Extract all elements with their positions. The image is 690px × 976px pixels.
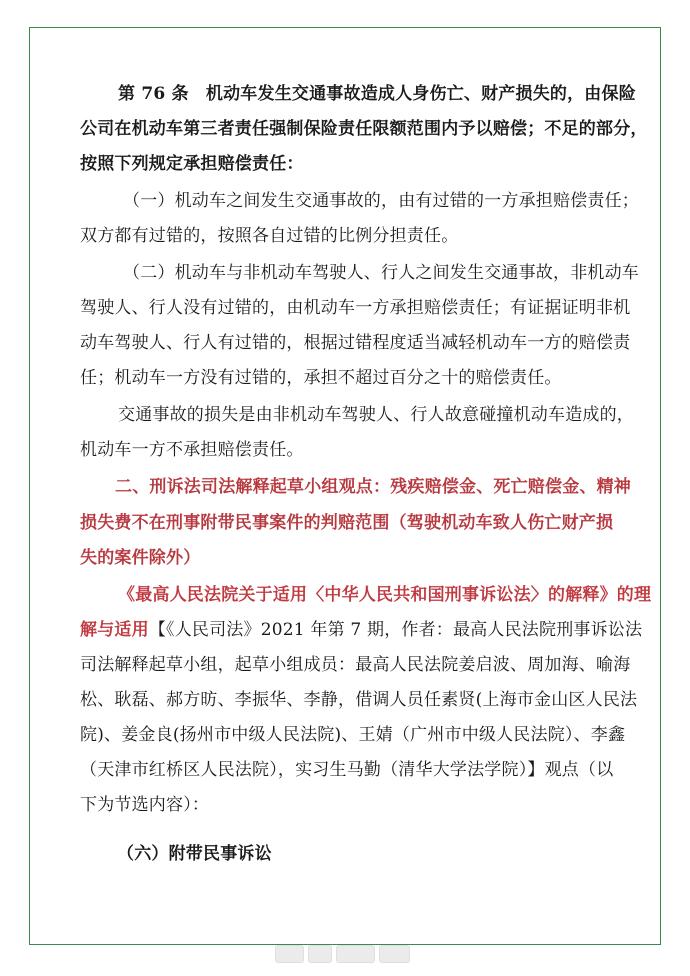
watermark (275, 943, 410, 965)
item1-line-1: （一）机动车之间发生交通事故的，由有过错的一方承担赔偿责任； (123, 191, 639, 211)
source-line-2 (80, 618, 642, 642)
source-line-6: （天津市红桥区人民法院），实习生马勤（清华大学法学院）】观点（以 (80, 760, 614, 780)
item2-line-2: 驾驶人、行人没有过错的，由机动车一方承担赔偿责任；有证据证明非机 (80, 298, 631, 318)
article-heading-line-2: 公司在机动车第三者责任强制保险责任限额范围内予以赔偿；不足的部分， (80, 119, 648, 139)
source-book-title-line-1: 《最高人民法院关于适用〈中华人民共和国刑事诉讼法〉的解释》的理 (118, 585, 652, 605)
subheading-civil-litigation: （六）附带民事诉讼 (117, 844, 272, 864)
item3-line-2: 机动车一方不承担赔偿责任。 (80, 440, 304, 460)
source-citation-start: 【《人民司法》2021 年第 7 期，作者：最高人民法院刑事诉讼法 (148, 620, 643, 640)
source-line-4: 松、耿磊、郝方昉、李振华、李静，借调人员任素贤(上海市金山区人民法 (80, 690, 638, 710)
section2-title-line-2: 损失费不在刑事附带民事案件的判赔范围（驾驶机动车致人伤亡财产损 (80, 513, 614, 533)
item1-line-2: 双方都有过错的，按照各自过错的比例分担责任。 (80, 226, 459, 246)
article-heading-line-1: 第 76 条 机动车发生交通事故造成人身伤亡、财产损失的，由保险 (118, 84, 636, 104)
source-line-7: 下为节选内容）： (80, 795, 210, 815)
section2-title-line-1: 二、刑诉法司法解释起草小组观点：残疾赔偿金、死亡赔偿金、精神 (115, 477, 631, 497)
item3-line-1: 交通事故的损失是由非机动车驾驶人、行人故意碰撞机动车造成的， (118, 405, 634, 425)
source-line-5: 院)、姜金良(扬州市中级人民法院)、王婧（广州市中级人民法院）、李鑫 (80, 725, 626, 745)
source-line-3: 司法解释起草小组，起草小组成员：最高人民法院姜启波、周加海、喻海 (80, 655, 631, 675)
item2-line-1: （二）机动车与非机动车驾驶人、行人之间发生交通事故，非机动车 (123, 263, 639, 283)
watermark-mark-3 (336, 945, 375, 963)
watermark-mark-2 (308, 945, 331, 963)
article-heading-line-3: 按照下列规定承担赔偿责任： (80, 154, 304, 174)
section2-title-line-3: 失的案件除外） (80, 548, 201, 568)
item2-line-4: 任；机动车一方没有过错的，承担不超过百分之十的赔偿责任。 (80, 368, 562, 388)
source-book-title-line-2: 解与适用 (80, 620, 149, 640)
watermark-mark-1 (275, 945, 304, 963)
watermark-mark-4 (379, 945, 410, 963)
item2-line-3: 动车驾驶人、行人有过错的，根据过错程度适当减轻机动车一方的赔偿责 (80, 333, 631, 353)
